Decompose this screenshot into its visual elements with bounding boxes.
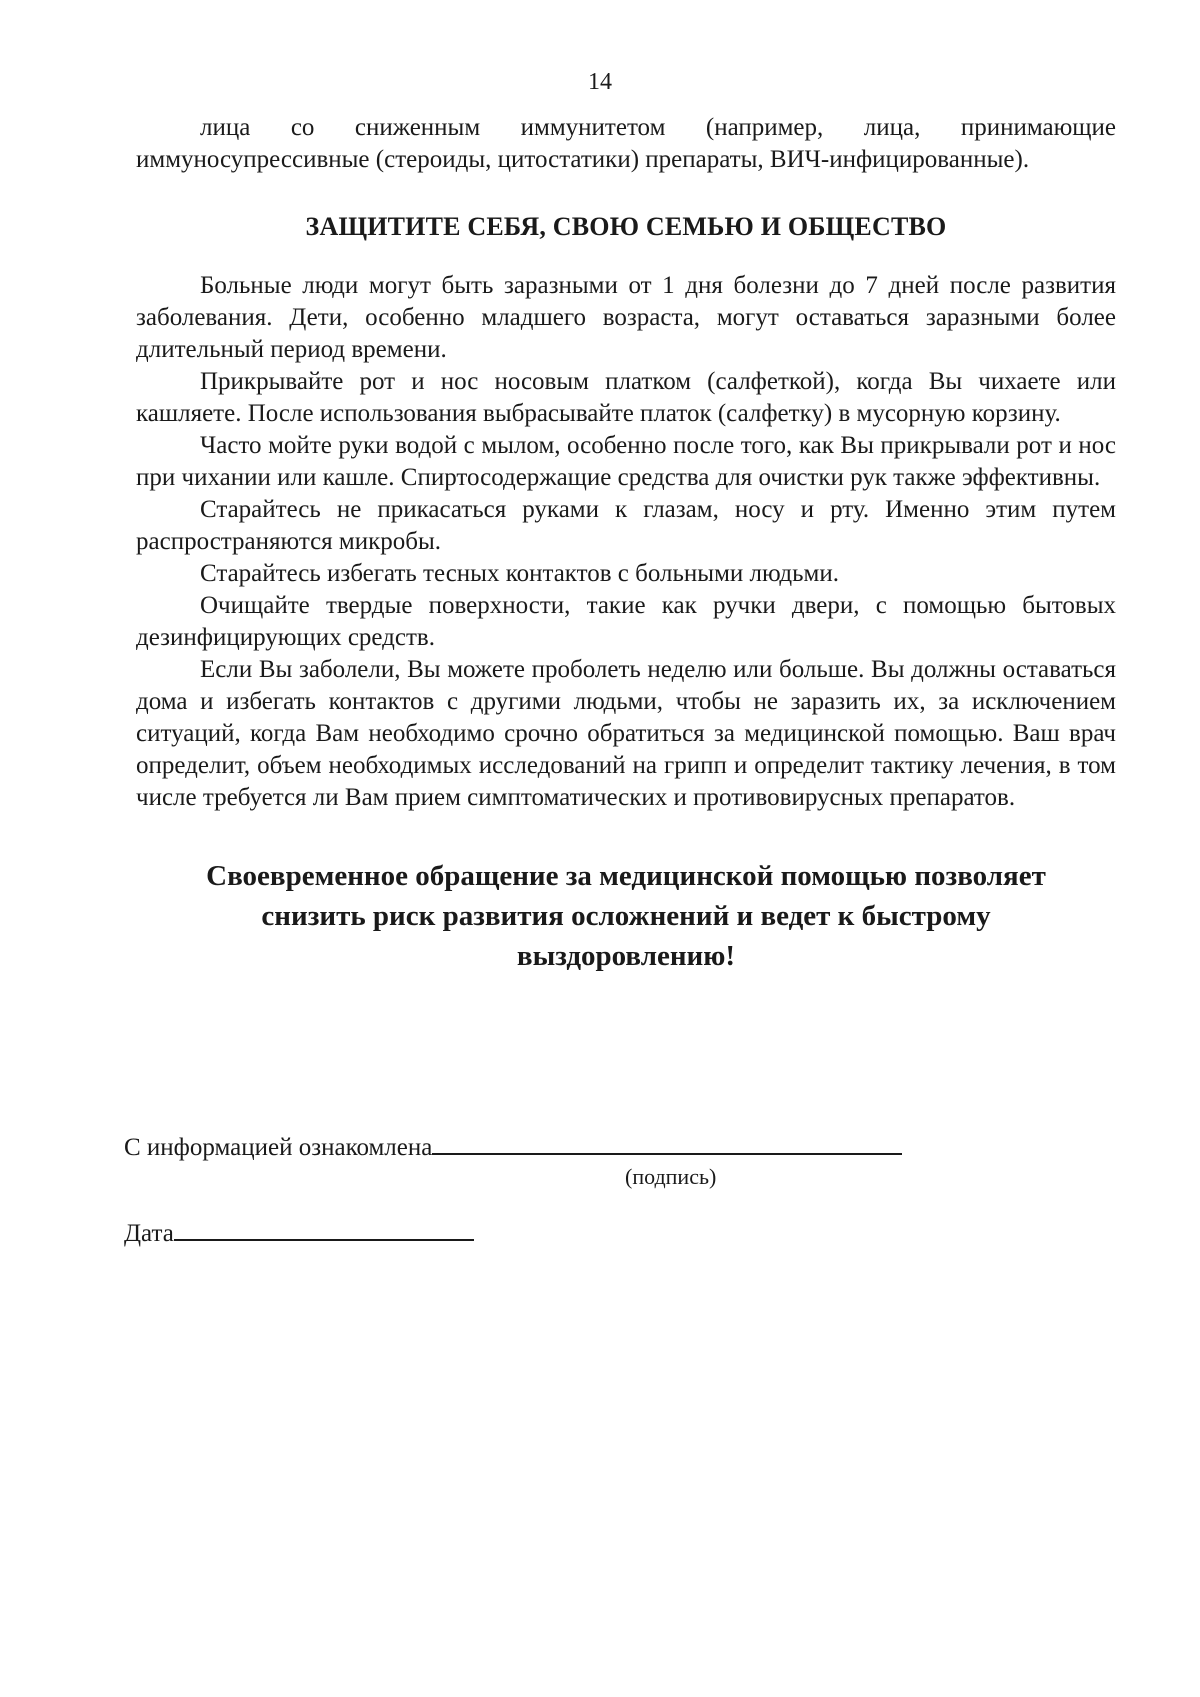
signature-caption: (подпись) [625,1164,717,1189]
document-body [136,112,1116,976]
paragraph-clean-surfaces: Очищайте твердые поверхности, такие как ручки двери, с помощью бытовых дезинфицирующих средств. [136,592,1116,651]
date-label: Дата [124,1220,174,1247]
callout-text: Своевременное обращение за медицинской помощью позволяет снизить риск развития осложнений и ведет к быстрому выздоровлению! [206,860,1046,972]
date-row [124,1213,474,1249]
section-heading: ЗАЩИТИТЕ СЕБЯ, СВОЮ СЕМЬЮ И ОБЩЕСТВО [305,212,947,241]
paragraph-cover-mouth: Прикрывайте рот и нос носовым платком (салфеткой), когда Вы чихаете или кашляете. После использования выбрасывайте платок (салфетку) в мусорную корзину. [136,368,1116,427]
paragraph-avoid-touching-face: Старайтесь не прикасаться руками к глазам, носу и рту. Именно этим путем распространяются микробы. [136,496,1116,555]
intro-paragraph: лица со сниженным иммунитетом (например, лица, принимающие иммуносупрессивные (стероиды, цитостатики) препараты, ВИЧ-инфицированные). [136,114,1116,173]
signature-line [432,1127,902,1155]
paragraph-wash-hands: Часто мойте руки водой с мылом, особенно после того, как Вы прикрывали рот и нос при чихании или кашле. Спиртосодержащие средства для очистки рук также эффективны. [136,432,1116,491]
signature-row [124,1127,902,1163]
paragraph-if-sick: Если Вы заболели, Вы можете проболеть неделю или больше. Вы должны оставаться дома и избегать контактов с другими людьми, чтобы не заразить их, за исключением ситуаций, когда Вам необходимо срочно обратиться за медицинской помощью. Ваш врач определит, объем необходимых исследований на грипп и определит тактику лечения, в том числе требуется ли Вам прием симптоматических и противовирусных препаратов. [136,656,1116,811]
paragraph-contagious-period: Больные люди могут быть заразными от 1 дня болезни до 7 дней после развития заболевания. Дети, особенно младшего возраста, могут оставаться заразными более длительный период времени. [136,272,1116,363]
page-number: 14 [588,69,612,95]
signature-label: С информацией ознакомлена [124,1134,433,1161]
date-line [174,1213,474,1241]
paragraph-avoid-contacts: Старайтесь избегать тесных контактов с больными людьми. [200,560,839,587]
